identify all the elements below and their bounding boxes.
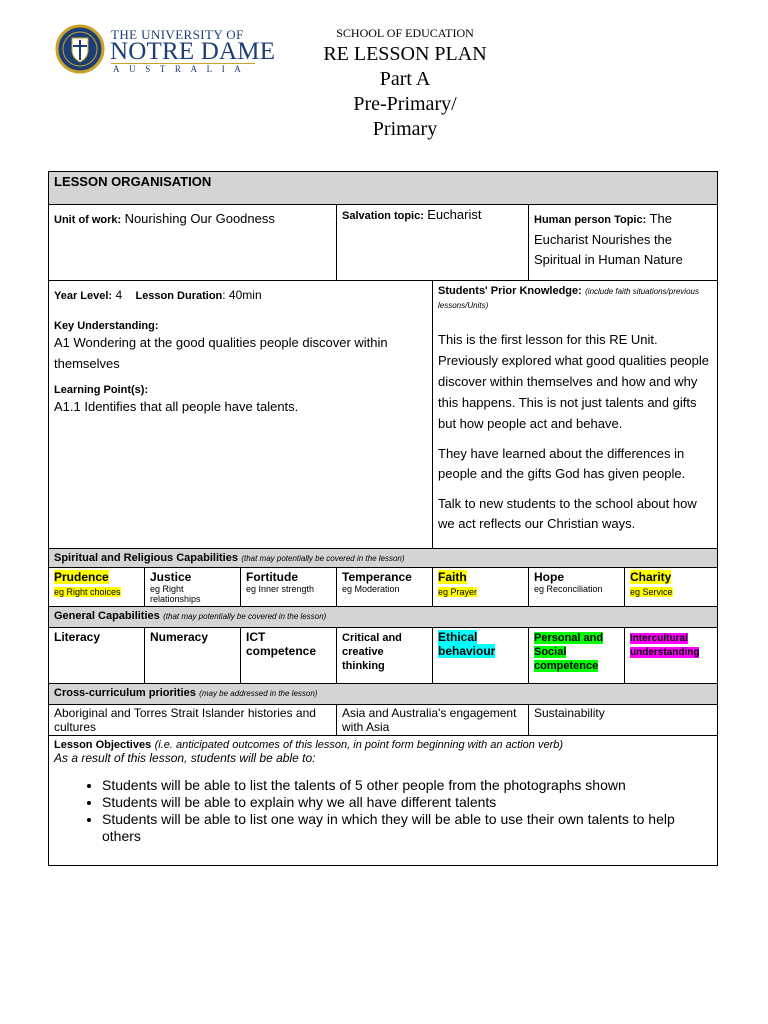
prior-knowledge-cell — [433, 281, 718, 549]
key-understanding-label: Key Understanding: — [54, 320, 159, 332]
duration-value: : 40min — [222, 288, 262, 302]
capability-faith: Faith eg Prayer — [433, 568, 529, 607]
year-level-label: Year Level: — [54, 290, 113, 302]
salvation-label: Salvation topic: — [342, 210, 424, 222]
human-value: The Eucharist Nourishes the Spiritual in Human Nature — [534, 211, 683, 267]
learning-points-value: A1.1 Identifies that all people have talents. — [54, 399, 299, 414]
prior-knowledge-note: (include faith situations/previous lessons/Units) — [438, 287, 699, 310]
objectives-note: (i.e. anticipated outcomes of this lesson, in point form beginning with an action verb) — [154, 739, 564, 751]
unit-label: Unit of work: — [54, 214, 122, 226]
capability-charity: Charity eg Service — [625, 568, 718, 607]
objective-item: • Students will be able to list one way in which they will be able to use their own talents to help others — [102, 811, 712, 845]
learning-points-label: Learning Point(s): — [54, 384, 149, 396]
key-understanding-value: A1 Wondering at the good qualities people discover within themselves — [54, 335, 388, 371]
logo-line-1: THE UNIVERSITY OF — [111, 27, 244, 42]
lesson-organisation-header: LESSON ORGANISATION — [49, 172, 718, 205]
priority-aboriginal: Aboriginal and Torres Strait Islander histories and cultures — [49, 705, 337, 736]
objective-item: • Students will be able to list the talents of 5 other people from the photographs shown — [102, 777, 712, 794]
general-ict: ICT competence — [241, 628, 337, 684]
objective-item: • Students will be able to explain why we all have different talents — [102, 794, 712, 811]
salvation-topic-cell — [337, 205, 529, 281]
duration-label: Lesson Duration — [135, 290, 223, 302]
capability-hope: Hope eg Reconciliation — [529, 568, 625, 607]
objectives-intro: As a result of this lesson, students will be able to: — [54, 751, 316, 765]
priority-sustainability: Sustainability — [529, 705, 718, 736]
prior-knowledge-paragraph-2: They have learned about the differences in people and the gifts God has given people. — [438, 446, 686, 481]
lesson-plan-table — [48, 171, 718, 866]
general-literacy: Literacy — [49, 628, 145, 684]
capability-prudence: Prudence eg Right choices — [49, 568, 145, 607]
prior-knowledge-paragraph-1: This is the first lesson for this RE Unit. Previously explored what good qualities people discover within themselves and how and why this happens. This is not just talents and gifts but how people act and behave. — [438, 332, 710, 431]
logo-line-2: NOTRE DAME — [110, 38, 276, 65]
capability-temperance: Temperance eg Moderation — [337, 568, 433, 607]
crest-icon — [55, 24, 105, 74]
unit-value: Nourishing Our Goodness — [124, 211, 275, 226]
objectives-heading: Lesson Objectives — [54, 739, 152, 751]
unit-of-work-cell — [49, 205, 337, 281]
general-intercultural: Intercultural understanding — [625, 628, 718, 684]
lesson-objectives-cell — [49, 736, 718, 866]
plan-level-2: Primary — [372, 118, 438, 140]
plan-part: Part A — [379, 68, 431, 90]
university-logo — [55, 24, 276, 78]
priority-asia: Asia and Australia's engagement with Asia — [337, 705, 529, 736]
general-critical-thinking: Critical and creative thinking — [337, 628, 433, 684]
objectives-list — [54, 777, 712, 845]
capability-fortitude: Fortitude eg Inner strength — [241, 568, 337, 607]
plan-level-1: Pre-Primary/ — [353, 93, 457, 115]
logo-line-3: AUSTRALIA — [113, 64, 251, 74]
human-person-topic-cell — [529, 205, 718, 281]
school-name: SCHOOL OF EDUCATION — [336, 26, 474, 40]
year-level-value: 4 — [115, 288, 123, 302]
general-personal-social: Personal and Social competence — [529, 628, 625, 684]
plan-title: RE LESSON PLAN — [323, 43, 487, 65]
cross-curriculum-header: Cross-curriculum priorities (may be addressed in the lesson) — [49, 684, 718, 705]
capability-justice: Justice eg Right relationships — [145, 568, 241, 607]
salvation-value: Eucharist — [427, 207, 482, 222]
human-label: Human person Topic: — [534, 214, 647, 226]
spiritual-capabilities-header: Spiritual and Religious Capabilities (that may potentially be covered in the lesson) — [49, 549, 718, 568]
prior-knowledge-paragraph-3: Talk to new students to the school about how we act reflects our Christian ways. — [438, 496, 697, 531]
prior-knowledge-label: Students' Prior Knowledge: — [438, 285, 582, 297]
general-ethical-behaviour: Ethical behaviour — [433, 628, 529, 684]
lesson-details-cell — [49, 281, 433, 549]
general-capabilities-header: General Capabilities (that may potentially be covered in the lesson) — [49, 607, 718, 628]
general-numeracy: Numeracy — [145, 628, 241, 684]
